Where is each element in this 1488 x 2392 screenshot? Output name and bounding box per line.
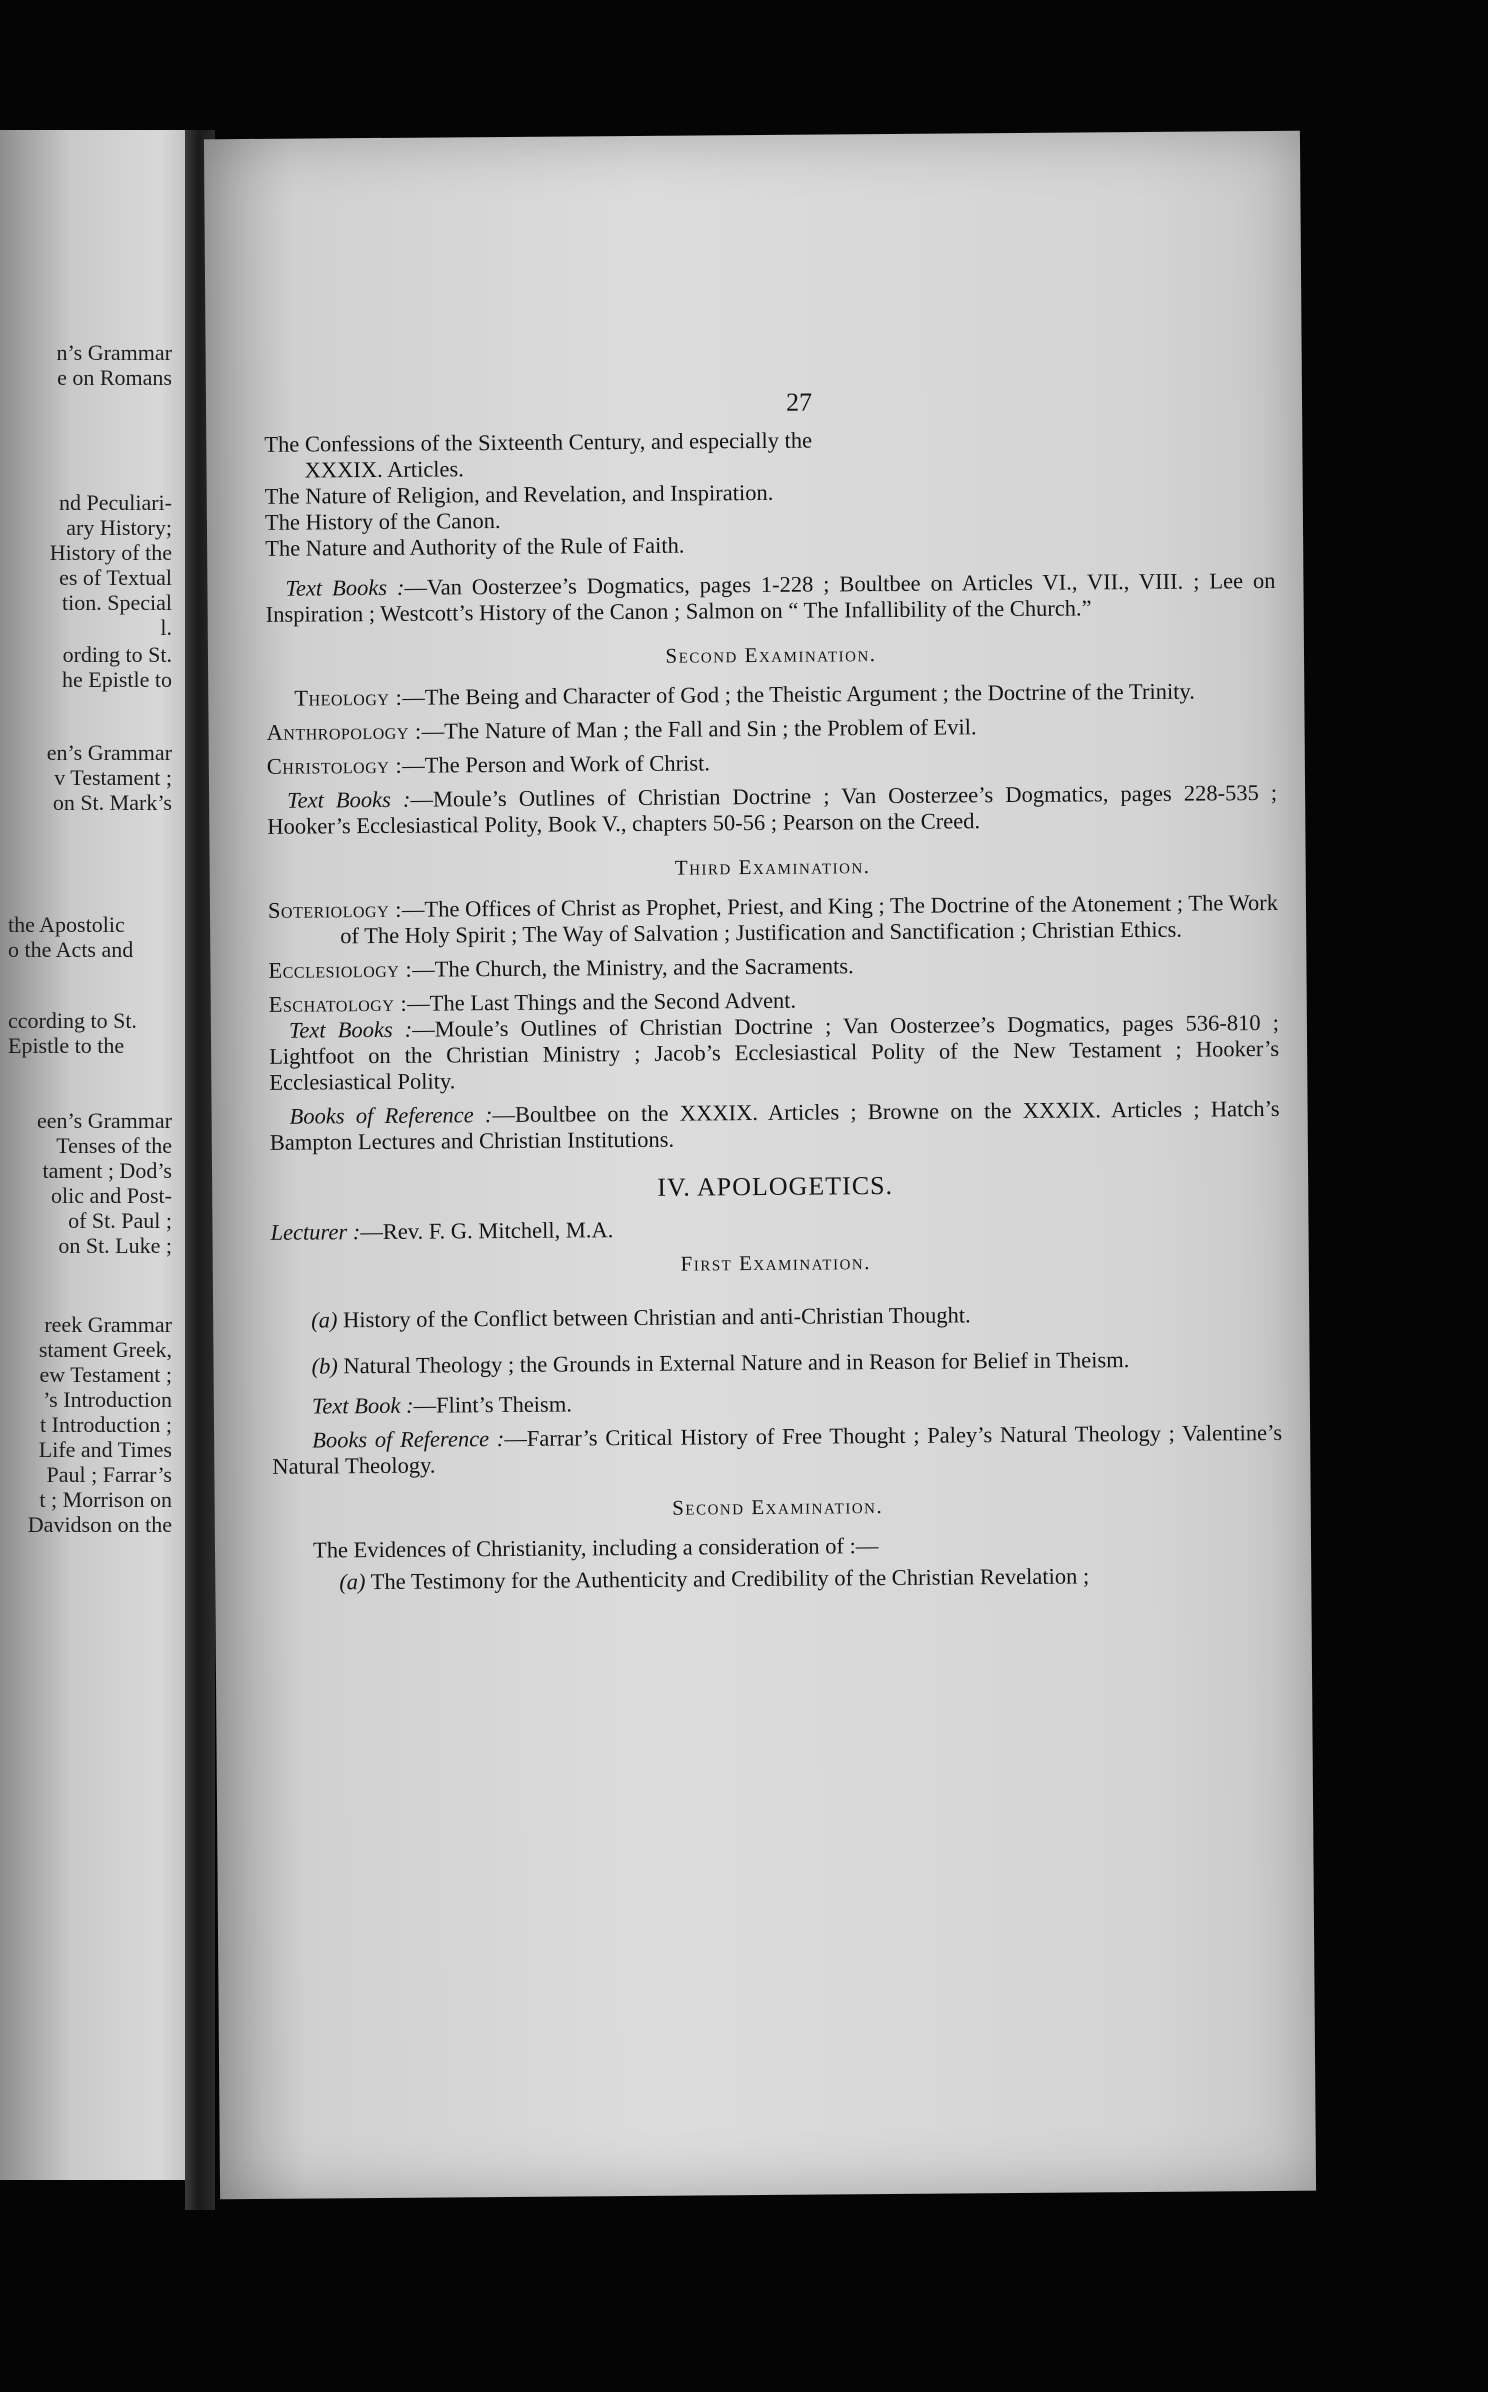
left-page-line: nd Peculiari- <box>58 490 172 515</box>
christology-body: —The Person and Work of Christ. <box>402 750 711 778</box>
left-page-line: ording to St. <box>62 642 172 667</box>
left-page-line: t ; Morrison on <box>39 1487 172 1512</box>
text-books-1-body: —Van Oosterzee’s Dogmatics, pages 1-228 ; Boultbee on Articles VI., VII., VIII. ; Lee on Inspiration ; Westcott’s History of the Canon ; Salmon on “ The Infallibility of the Church.” <box>265 567 1276 627</box>
text-books-3 <box>269 1010 1280 1096</box>
evidence-item-a-text: The Testimony for the Authenticity and Credibility of the Christian Revelation ; <box>370 1563 1090 1595</box>
third-examination-heading: Third Examination. <box>674 854 871 880</box>
left-page-line: ew Testament ; <box>39 1362 172 1387</box>
evidence-item-a <box>273 1562 1283 1596</box>
left-page-line: stament Greek, <box>38 1337 172 1362</box>
left-page-line: tion. Special <box>62 590 172 615</box>
books-of-reference-2 <box>272 1420 1282 1480</box>
apologetics-item-a-marker: (a) <box>311 1307 338 1333</box>
first-examination-heading: First Examination. <box>680 1250 872 1276</box>
left-page-line: ’s Introduction <box>43 1387 172 1412</box>
left-page-line: Epistle to the <box>8 1033 125 1058</box>
left-page-line: ary History; <box>66 515 172 540</box>
text-books-1 <box>265 568 1275 628</box>
ecclesiology-body: —The Church, the Ministry, and the Sacraments. <box>412 953 854 982</box>
eschatology-body: —The Last Things and the Second Advent. <box>407 987 797 1016</box>
left-page-line: ccording to St. <box>8 1008 137 1033</box>
intro-block <box>264 424 1275 562</box>
page-content <box>264 386 1283 1602</box>
evidence-item-a-marker: (a) <box>339 1569 366 1595</box>
left-page-line: on St. Mark’s <box>52 790 172 815</box>
intro-line-4: The History of the Canon. <box>264 508 501 535</box>
books-of-reference-1-body: —Boultbee on the XXXIX. Articles ; Browne on the XXXIX. Articles ; Hatch’s Bampton Lectures and Christian Institutions. <box>269 1095 1280 1155</box>
intro-line-3: The Nature of Religion, and Revelation, and Inspiration. <box>264 479 774 509</box>
books-of-reference-2-body: —Farrar’s Critical History of Free Thought ; Paley’s Natural Theology ; Valentine’s Natural Theology. <box>272 1419 1283 1479</box>
left-page-line: tament ; Dod’s <box>42 1158 172 1183</box>
left-page-line: Paul ; Farrar’s <box>46 1462 172 1487</box>
left-page-line: en’s Grammar <box>46 740 172 765</box>
lecturer-line <box>270 1212 1280 1246</box>
eschatology-label: Eschatology : <box>268 990 408 1017</box>
evidences-intro: The Evidences of Christianity, including a consideration of :— <box>312 1533 879 1563</box>
left-page-line: olic and Post- <box>51 1183 172 1208</box>
left-page-line: Davidson on the <box>27 1512 172 1537</box>
anthropology-body: —The Nature of Man ; the Fall and Sin ; the Problem of Evil. <box>421 714 977 744</box>
apologetics-item-a <box>271 1300 1281 1334</box>
text-books-2-label: Text Books : <box>287 786 411 813</box>
theology-body: —The Being and Character of God ; the Theistic Argument ; the Doctrine of the Trinity. <box>402 678 1195 710</box>
soteriology-body: —The Offices of Christ as Prophet, Priest, and King ; The Doctrine of the Atonement ; The Work of The Holy Spirit ; The Way of Salvation ; Justification and Sanctification ; Christian Ethics. <box>340 889 1279 949</box>
second-examination-heading-2: Second Examination. <box>672 1494 884 1520</box>
text-books-2-body: —Moule’s Outlines of Christian Doctrine ; Van Oosterzee’s Dogmatics, pages 228-535 ; Hooker’s Ecclesiastical Polity, Book V., chapters 50-56 ; Pearson on the Creed. <box>267 779 1278 839</box>
theology-label: Theology : <box>294 684 403 711</box>
text-books-3-label: Text Books : <box>288 1016 413 1043</box>
left-page-line: Tenses of the <box>56 1133 172 1158</box>
intro-line-1: The Confessions of the Sixteenth Century, and especially the <box>264 427 813 457</box>
left-page-line: e on Romans <box>57 365 172 390</box>
apologetics-item-b-marker: (b) <box>311 1353 338 1379</box>
text-book-4-body: —Flint’s Theism. <box>413 1391 572 1418</box>
left-page-line: een’s Grammar <box>37 1108 172 1133</box>
apologetics-item-b <box>271 1346 1281 1380</box>
anthropology-label: Anthropology : <box>266 718 422 745</box>
books-of-reference-2-label: Books of Reference : <box>312 1426 505 1453</box>
text-books-2 <box>267 780 1277 840</box>
text-books-1-label: Text Books : <box>285 574 405 601</box>
soteriology-label: Soteriology : <box>267 896 403 923</box>
intro-line-2: XXXIX. Articles. <box>304 456 464 483</box>
left-page-line: the Apostolic <box>8 912 125 937</box>
left-page-line: he Epistle to <box>62 667 172 692</box>
left-page-line: of St. Paul ; <box>68 1208 172 1233</box>
books-of-reference-1-label: Books of Reference : <box>289 1102 493 1129</box>
text-book-4-label: Text Book : <box>311 1392 414 1419</box>
left-page-line: n’s Grammar <box>56 340 172 365</box>
second-examination-heading: Second Examination. <box>665 642 877 668</box>
left-page-line: History of the <box>49 540 172 565</box>
left-page-line: es of Textual <box>59 565 172 590</box>
left-page-line: o the Acts and <box>8 937 134 962</box>
text-books-3-body: —Moule’s Outlines of Christian Doctrine ; Van Oosterzee’s Dogmatics, pages 536-810 ; Lightfoot on the Christian Ministry ; Jacob’s Ecclesiastical Polity of the New Testament ; Hooker’s Ecclesiastical Polity. <box>269 1009 1280 1095</box>
soteriology-entry <box>268 890 1278 950</box>
left-page-line: t Introduction ; <box>40 1412 172 1437</box>
left-page-line: reek Grammar <box>44 1312 172 1337</box>
apologetics-item-b-text: Natural Theology ; the Grounds in External Nature and in Reason for Belief in Theism. <box>343 1347 1130 1379</box>
lecturer-label: Lecturer : <box>270 1219 361 1245</box>
section-iv-heading: IV. APOLOGETICS. <box>657 1170 894 1202</box>
ecclesiology-label: Ecclesiology : <box>268 956 413 983</box>
page-number: 27 <box>785 387 813 417</box>
intro-line-5: The Nature and Authority of the Rule of Faith. <box>265 532 685 561</box>
left-page-line: Life and Times <box>38 1437 172 1462</box>
christology-label: Christology : <box>266 752 403 779</box>
right-page <box>204 131 1316 2200</box>
lecturer-name: —Rev. F. G. Mitchell, M.A. <box>360 1217 614 1245</box>
left-page-fragment <box>0 130 200 2180</box>
books-of-reference-1 <box>270 1096 1280 1156</box>
left-page-line: l. <box>160 615 172 640</box>
left-page-line: on St. Luke ; <box>58 1233 172 1258</box>
left-page-line: v Testament ; <box>54 765 172 790</box>
apologetics-item-a-text: History of the Conflict between Christian and anti-Christian Thought. <box>342 1302 971 1333</box>
